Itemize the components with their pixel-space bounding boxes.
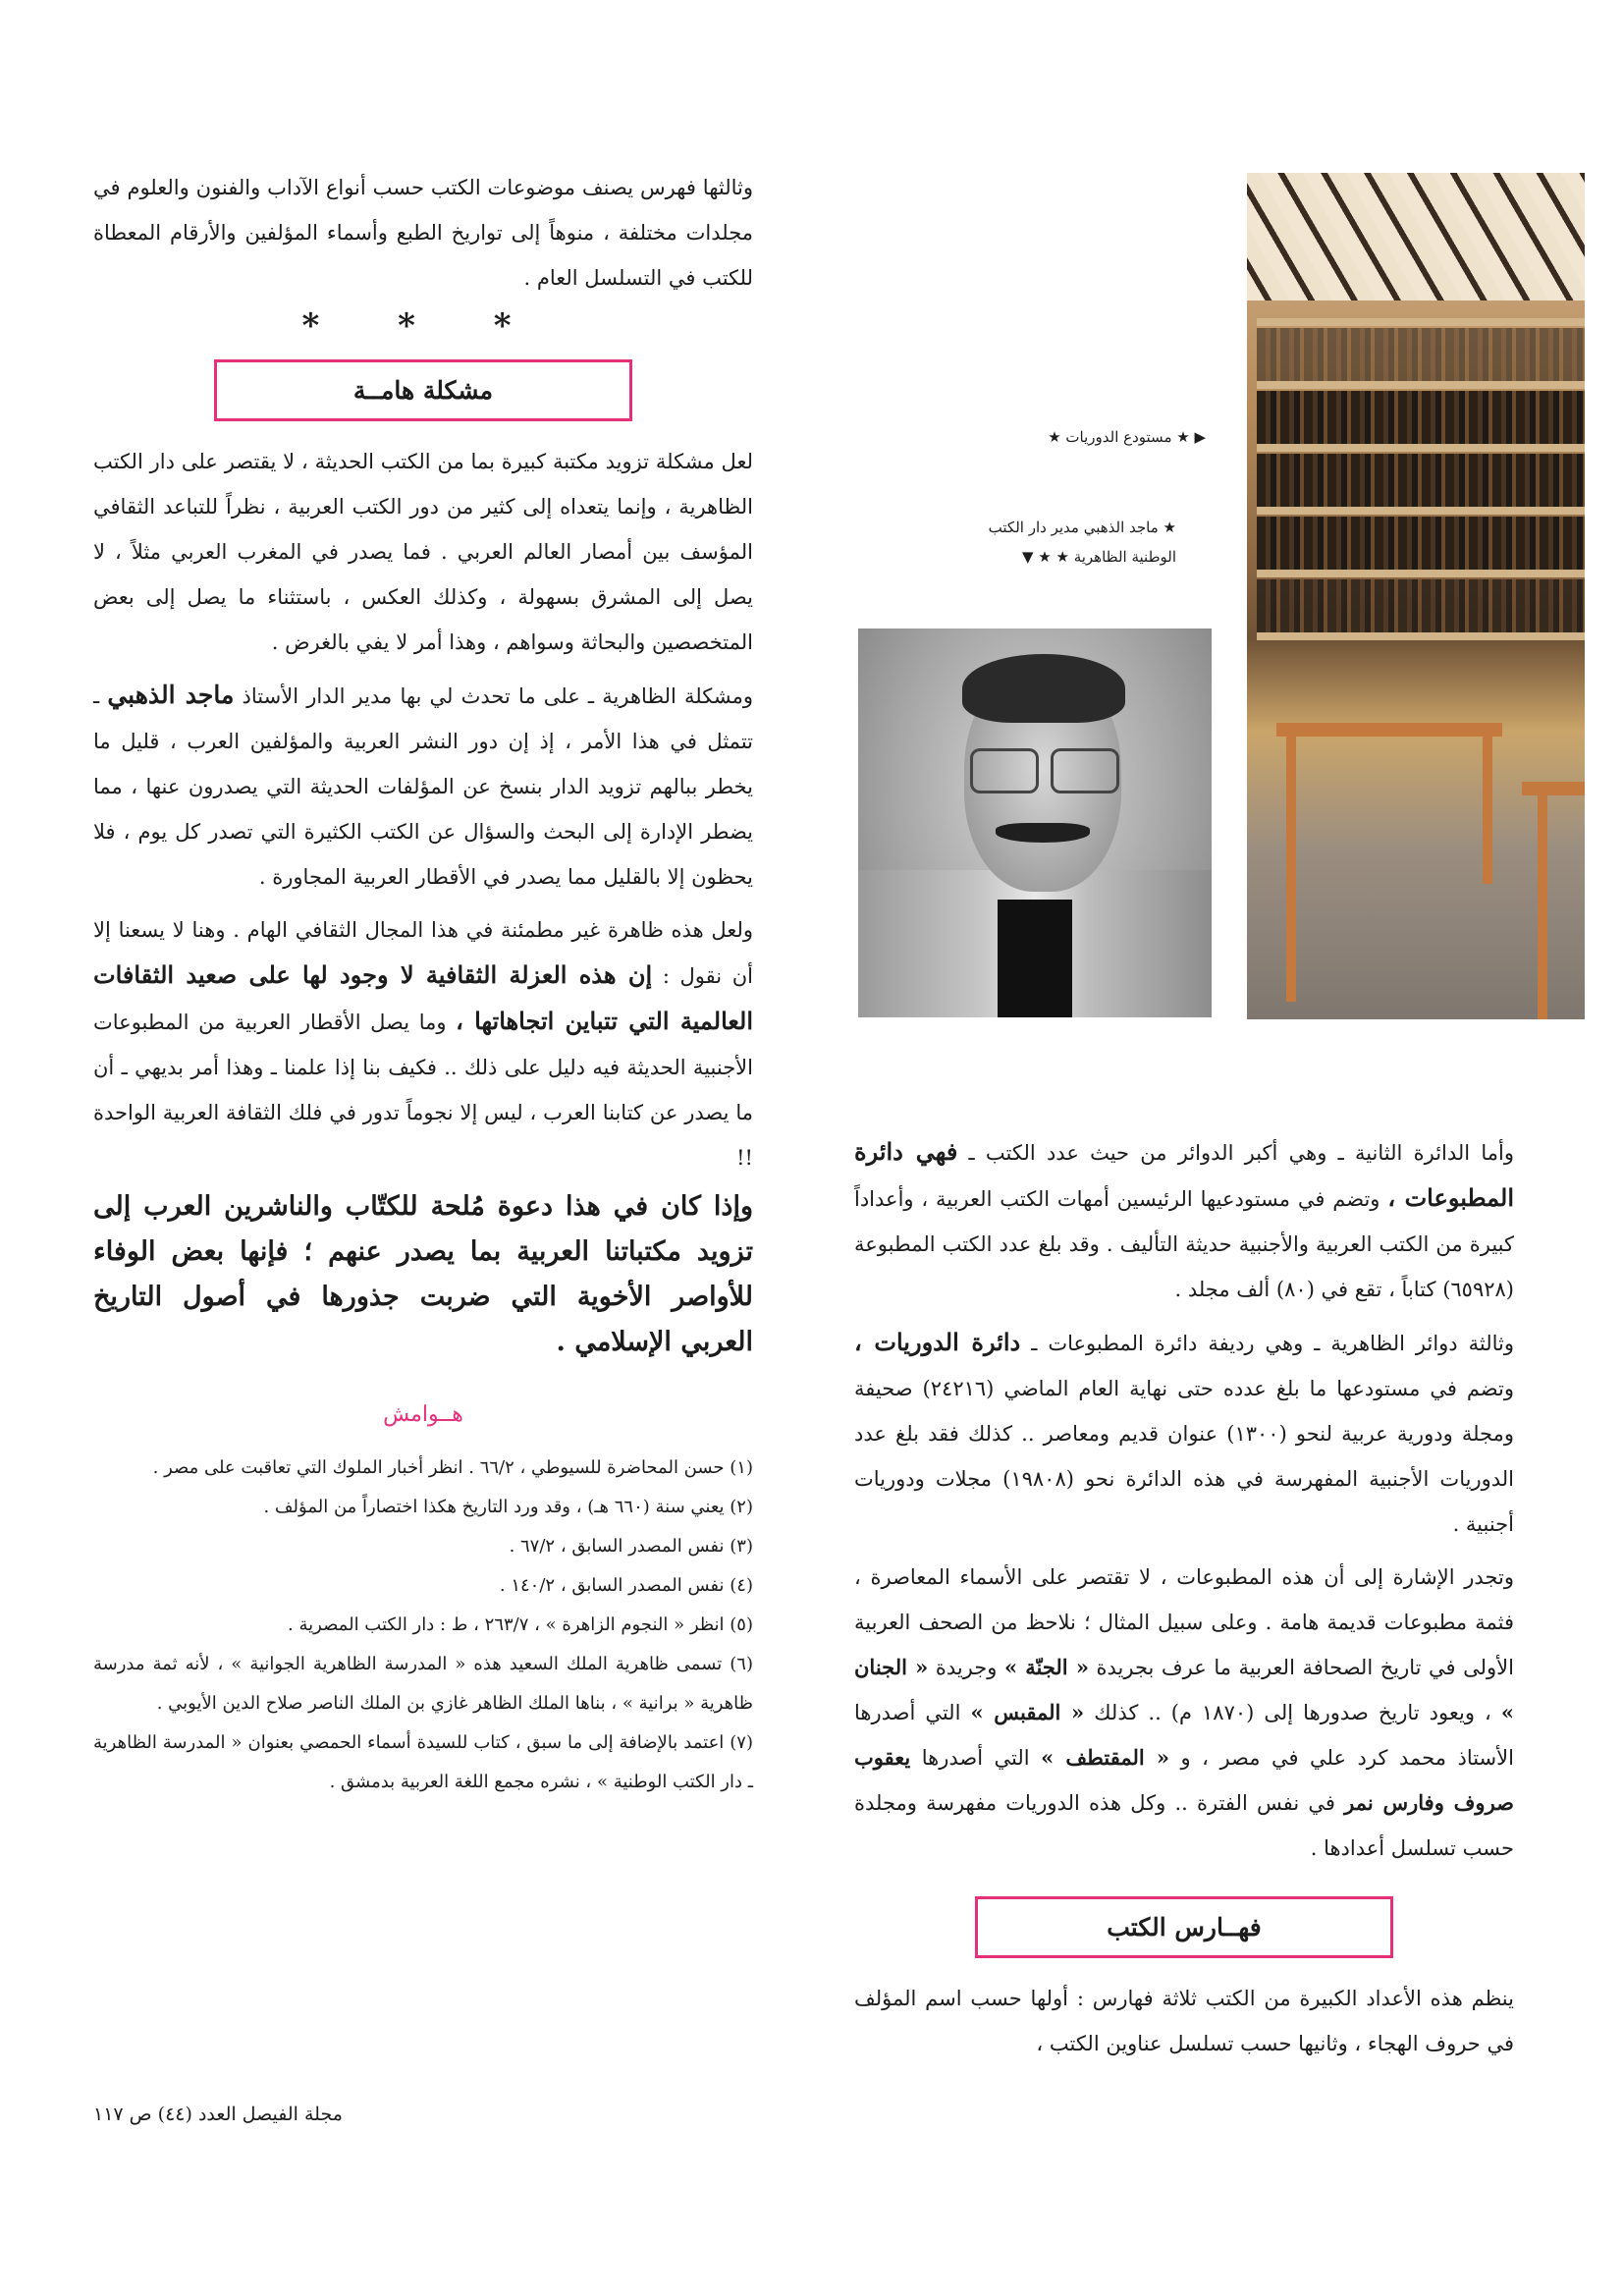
page-footer: مجلة الفيصل العدد (٤٤) ص ١١٧ (93, 2104, 343, 2125)
footnote-item: (٣) نفس المصدر السابق ، ٦٧/٢ . (509, 1536, 753, 1557)
paragraph-indexes: ينظم هذه الأعداد الكبيرة من الكتب ثلاثة فهارس : أولها حسب اسم المؤلف في حروف الهجاء ، وثانيها حسب تسلسل عناوين الكتب ، (854, 1987, 1514, 2055)
footnote-item: (٢) يعني سنة (٦٦٠ هـ) ، وقد ورد التاريخ هكذا اختصاراً من المؤلف . (263, 1497, 753, 1517)
paragraph-text: التي أصدرها (921, 1746, 1030, 1770)
emphasis-text: فهي دائرة المطبوعات ، (854, 1137, 1514, 1212)
paragraph-text: ولعل هذه ظاهرة غير مطمئنة في هذا المجال الثقافي الهام . وهنا لا يسعنا إلا أن نقول : (93, 918, 753, 988)
heading-book-indexes: فهــارس الكتب (975, 1896, 1393, 1958)
paragraph-director-statement (93, 673, 753, 900)
footnotes-list (93, 1449, 753, 1802)
glasses-right (1051, 748, 1119, 793)
footnote-item: (١) حسن المحاضرة للسيوطي ، ٦٦/٢ . انظر أخبار الملوك التي تعاقبت على مصر . (152, 1457, 753, 1478)
left-column (93, 165, 753, 1802)
heading-important-problem: مشكلة هامــة (214, 359, 632, 421)
paragraph-printed-works (854, 1129, 1514, 1312)
intro-paragraph: وثالثها فهرس يصنف موضوعات الكتب حسب أنواع الآداب والفنون والعلوم في مجلدات مختلفة ، منوهاً إلى تواريخ الطبع وأسماء المؤلفين والأرقام المعطاة للكتب في التسلسل العام . (93, 176, 753, 290)
paragraph-text: وجريدة (935, 1656, 998, 1679)
emphasis-text: إن هذه العزلة الثقافية لا وجود لها على صعيد الثقافات العالمية التي تتباين اتجاهاتها ، (93, 960, 753, 1035)
right-column (854, 1129, 1514, 2066)
shirt (998, 900, 1072, 1017)
window-lattice (1247, 173, 1585, 301)
caption-periodicals-store: ▶ ★ مستودع الدوريات ★ (1048, 428, 1206, 446)
periodicals-storeroom-photo (1247, 173, 1585, 1019)
paragraph-text: وثالثة دوائر الظاهرية ـ وهي رديفة دائرة المطبوعات ـ (1031, 1332, 1514, 1355)
paragraph-old-publications (854, 1555, 1514, 1871)
paragraph-text: ـ تتمثل في هذا الأمر ، إذ إن دور النشر العربية والمؤلفين العرب ، قليل ما يخطر ببالهم تزويد الدار بنسخ عن المؤلفات الحديثة التي يصدرون عنها ، مما يضطر الإدارة إلى البحث والسؤال عن الكتب الكثيرة التي تصدر كل يوم ، فلا يحظون إلا بالقليل مما يصدر في الأقطار العربية المجاورة . (93, 684, 753, 889)
emphasis-text: دائرة الدوريات ، (854, 1328, 1021, 1356)
paragraph-text: وأما الدائرة الثانية ـ وهي أكبر الدوائر من حيث عدد الكتب ـ (968, 1141, 1514, 1165)
hair (962, 654, 1125, 723)
paragraph-text: ومشكلة الظاهرية ـ على ما تحدث لي بها مدير الدار الأستاذ (242, 684, 753, 708)
paragraph-call-to-action: وإذا كان في هذا دعوة مُلحة للكتّاب والناشرين العرب إلى تزويد مكتباتنا العربية بما يصدر عنهم ؛ فإنها بعض الوفاء للأواصر الأخوية التي ضربت جذورها في أصول التاريخ العربي الإسلامي . (93, 1191, 753, 1357)
paragraph-text: ، ويعود تاريخ صدورها إلى (١٨٧٠ م) .. كذلك (1094, 1701, 1491, 1724)
paragraph-text: وما يصل الأقطار العربية من المطبوعات الأجنبية الحديثة فيه دليل على ذلك .. فكيف بنا إذا علمنا ـ وهذا أمر بديهي ـ أن ما يصدر عن كتابنا العرب ، ليس إلا نجوماً تدور في فلك الثقافة العربية الواحدة !! (93, 1011, 753, 1170)
footnote-item: (٤) نفس المصدر السابق ، ١٤٠/٢ . (499, 1575, 753, 1596)
footnote-item: (٦) تسمى ظاهرية الملك السعيد هذه « المدرسة الظاهرية الجوانية » ، لأنه ثمة مدرسة ظاهرية « برانية » ، بناها الملك الظاهر غازي بن الملك الناصر صلاح الدين الأيوبي . (93, 1654, 753, 1714)
paragraph-text: التي أصدرها الأستاذ محمد كرد علي في مصر ، و (854, 1701, 1514, 1770)
paragraph-isolation (93, 907, 753, 1180)
newspaper-name: « المقبس » (970, 1700, 1085, 1724)
newspaper-name: « الجنان » (854, 1655, 1514, 1724)
paragraph-text: وتضم في مستودعيها الرئيسين أمهات الكتب العربية ، وأعداداً كبيرة من الكتب العربية والأجنبية حديثة التأليف . وقد بلغ عدد الكتب المطبوعة (٦٥٩٢٨) كتاباً ، تقع في (٨٠) ألف مجلد . (854, 1187, 1514, 1301)
footnotes-title: هــوامش (383, 1402, 463, 1427)
newspaper-name: « المقتطف » (1041, 1745, 1169, 1770)
paragraph-text: وتجدر الإشارة إلى أن هذه المطبوعات ، لا تقتصر على الأسماء المعاصرة ، فثمة مطبوعات قديمة هامة . وعلى سبيل المثال ؛ نلاحظ من الصحف العربية الأولى في تاريخ الصحافة العربية ما عرف بجريدة (854, 1565, 1514, 1679)
section-separator: * * * (301, 306, 545, 346)
mustache (996, 823, 1090, 843)
paragraph-periodicals (854, 1320, 1514, 1547)
newspaper-name: « الجنّة » (1003, 1655, 1089, 1679)
director-name: ماجد الذهبي (107, 681, 235, 709)
caption-director: ★ ماجد الذهبي مدير دار الكتب الوطنية الظاهرية ★ ★ ▼ (988, 519, 1176, 566)
publisher-names: يعقوب صروف وفارس نمر (854, 1745, 1514, 1815)
paragraph-problem: لعل مشكلة تزويد مكتبة كبيرة بما من الكتب الحديثة ، لا يقتصر على دار الكتب الظاهرية ، وإنما يتعداه إلى كثير من دور الكتب العربية ، نظراً للتباعد الثقافي المؤسف بين أمصار العالم العربي . فما يصدر في المغرب العربي مثلاً ، لا يصل إلى المشرق بسهولة ، وكذلك العكس ، باستثناء ما يصل إلى بعض المتخصصين والبحاثة وسواهم ، وهذا أمر لا يفي بالغرض . (93, 450, 753, 654)
paragraph-text: وتضم في مستودعها ما بلغ عدده حتى نهاية العام الماضي (٢٤٢١٦) صحيفة ومجلة ودورية عربية لنحو (١٣٠٠) عنوان قديم ومعاصر .. كذلك فقد بلغ عدد الدوريات الأجنبية المفهرسة في هذه الدائرة نحو (١٩٨٠٨) مجلات ودوريات أجنبية . (854, 1377, 1514, 1536)
glasses-left (970, 748, 1039, 793)
director-portrait-photo (858, 629, 1212, 1017)
footnote-item: (٧) اعتمد بالإضافة إلى ما سبق ، كتاب للسيدة أسماء الحمصي بعنوان « المدرسة الظاهرية ـ دار الكتب الوطنية » ، نشره مجمع اللغة العربية بدمشق . (93, 1732, 753, 1792)
footnote-item: (٥) انظر « النجوم الزاهرة » ، ٢٦٣/٧ ، ط : دار الكتب المصرية . (288, 1614, 753, 1635)
paragraph-text: في نفس الفترة .. وكل هذه الدوريات مفهرسة ومجلدة حسب تسلسل أعدادها . (854, 1791, 1514, 1860)
